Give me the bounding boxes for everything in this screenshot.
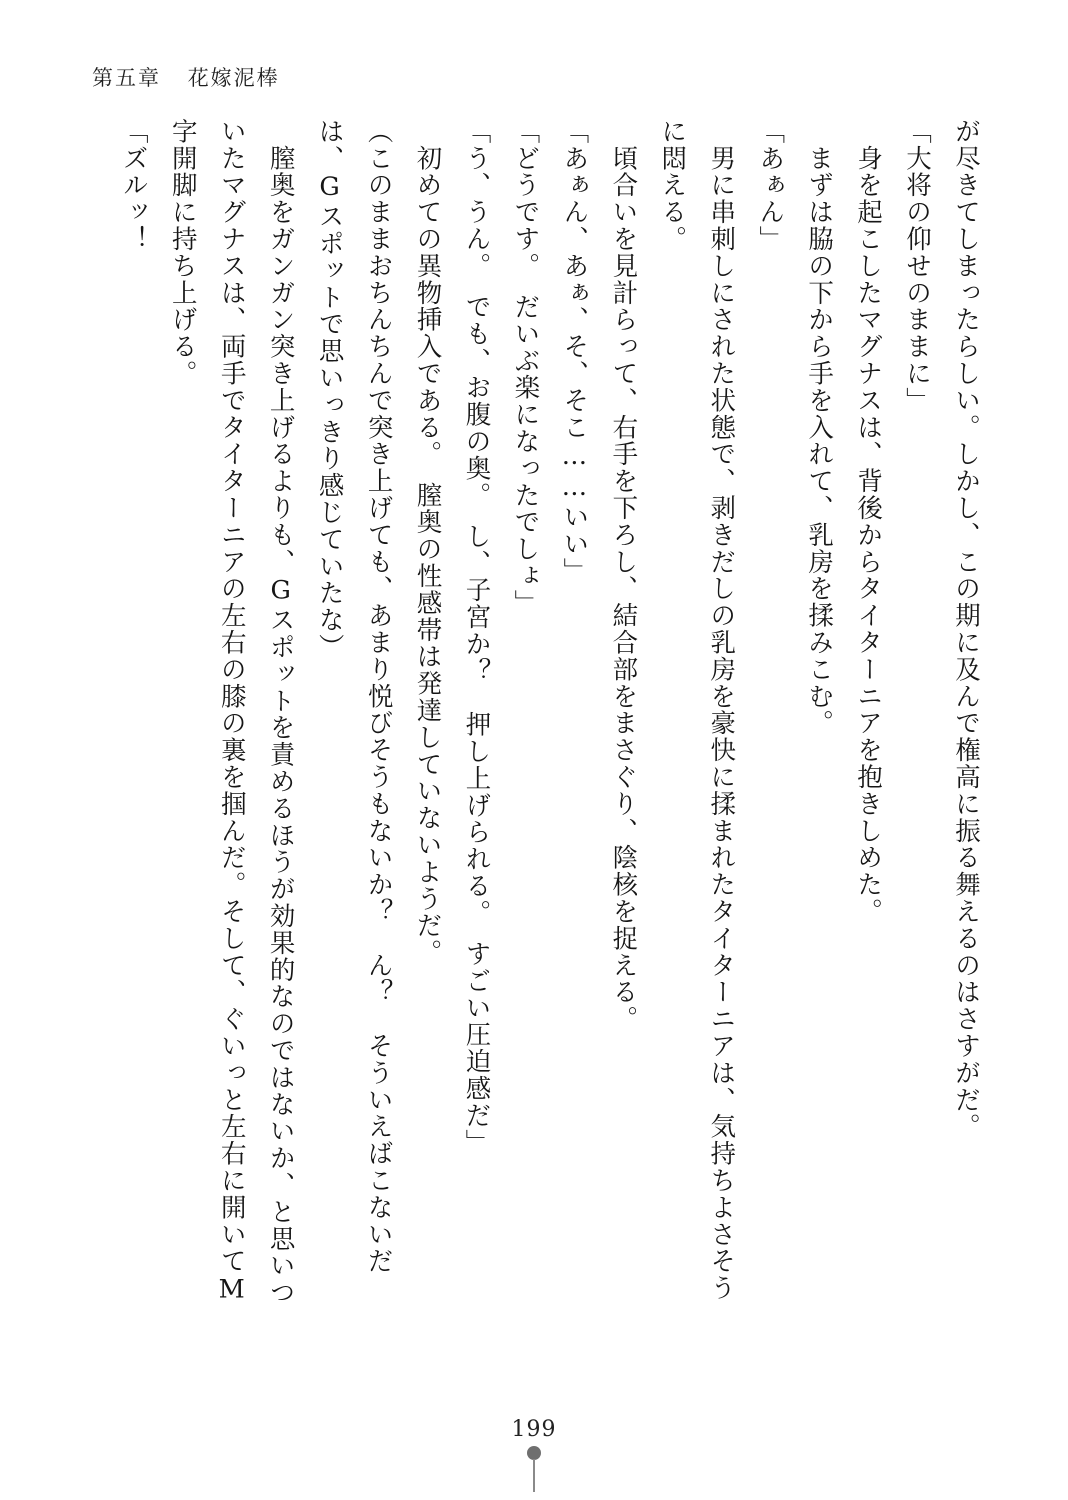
paragraph: まずは脇の下から手を入れて、乳房を揉みこむ。 [804,118,835,737]
body-text [120,118,990,1328]
pin-stem-icon [533,1459,535,1492]
paragraph: 「どうです。 だいぶ楽になったでしょ」 [510,118,541,617]
paragraph: 膣奥をガンガン突き上げるよりも、Gスポットを責めるほうが効果的なのではないか、と思いついたマグナスは、両手でタイターニアの左右の膝の裏を掴んだ。そして、ぐいっと左右に開いてM字開脚に持ち上げる。 [167,118,296,1307]
paragraph: 身を起こしたマグナスは、背後からタイターニアを抱きしめた。 [853,118,884,925]
paragraph: 頃合いを見計らって、右手を下ろし、結合部をまさぐり、陰核を捉える。 [608,118,639,1033]
paragraph: 男に串刺しにされた状態で、剥きだしの乳房を豪快に揉まれたタイターニアは、気持ちよさそうに悶える。 [657,118,737,1302]
running-head [92,62,280,92]
paragraph: 「あぁん」 [755,118,786,253]
paragraph: 「ズルッ！ [118,118,149,253]
page-number: 199 [511,1417,557,1442]
paragraph: 「大将の仰せのままに」 [902,118,933,414]
chapter-number: 第五章 [92,66,161,90]
paragraph: が尽きてしまったらしい。しかし、この期に及んで権高に振る舞えるのはさすがだ。 [951,118,981,1141]
paragraph: 「う、うん。 でも、お腹の奥。 し、子宮か？ 押し上げられる。 すごい圧迫感だ」 [461,118,492,1156]
paragraph: （このままおちんちんで突き上げても、あまり悦びそうもないか？ ん？ そういえばこないだは、Gスポットで思いっきり感じていたな） [314,118,394,1275]
pin-head-icon [527,1446,541,1460]
chapter-title: 花嫁泥棒 [187,66,280,90]
paragraph: 初めての異物挿入である。 膣奥の性感帯は発達していないようだ。 [412,118,443,967]
pin-marker-icon [527,1446,541,1492]
paragraph: 「あぁん、あぁ、そ、そこ……いい」 [559,118,590,585]
